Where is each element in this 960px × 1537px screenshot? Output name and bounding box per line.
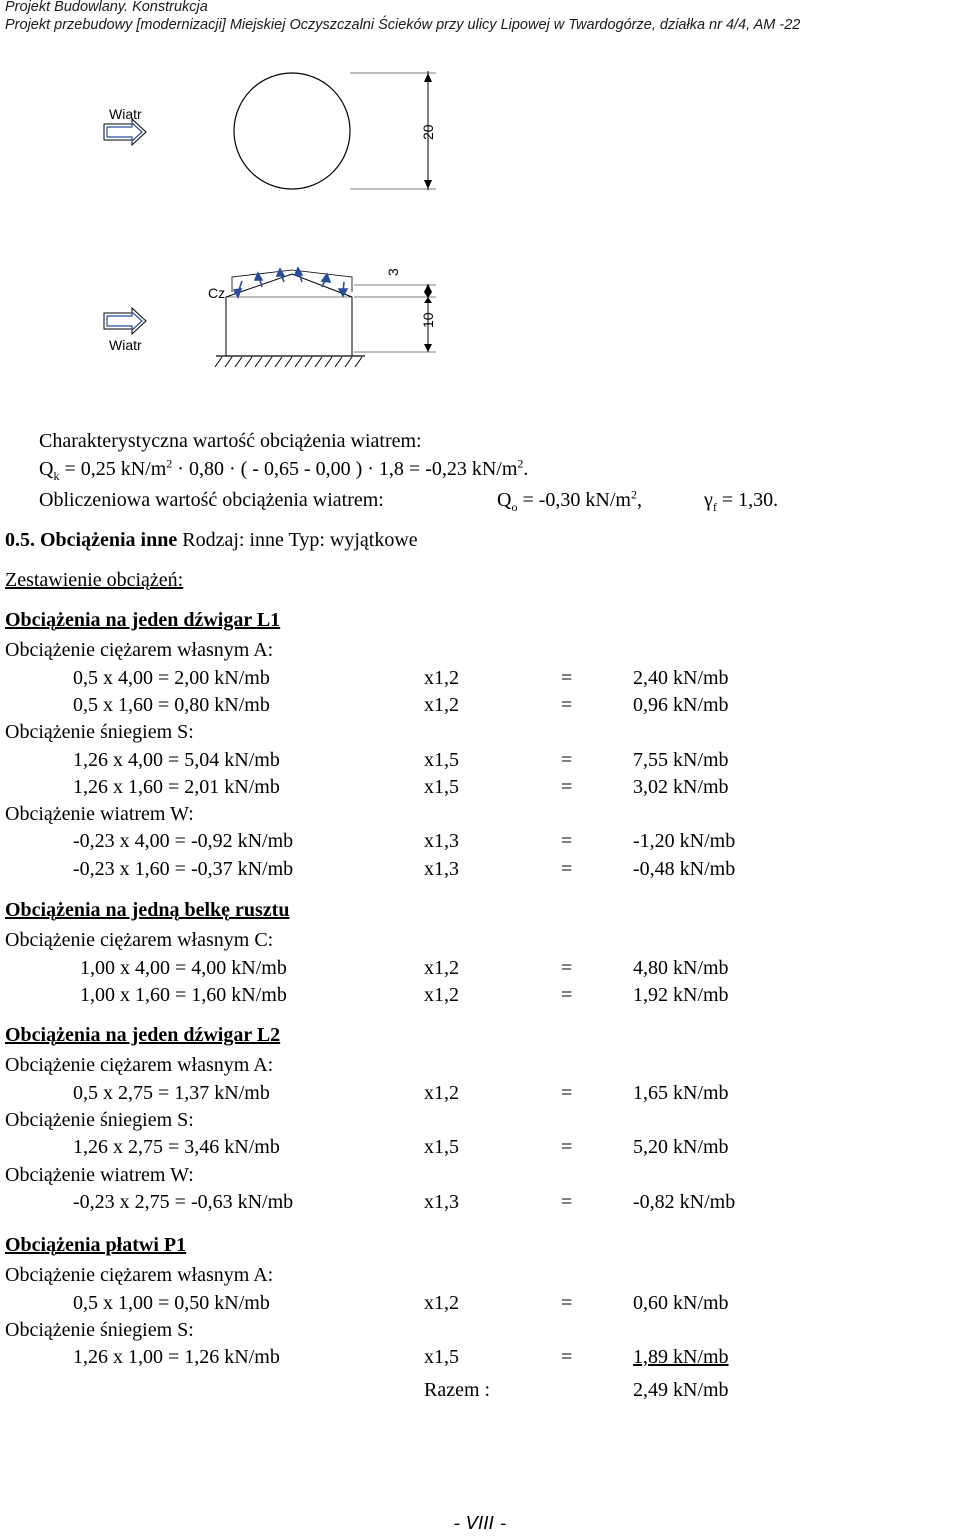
group-title: Obciążenia na jeden dźwigar L1 <box>5 609 281 631</box>
wind-label: Wiatr <box>109 106 142 122</box>
wind-design-label: Obliczeniowa wartość obciążenia wiatrem: <box>39 489 384 511</box>
load-type-label: Obciążenie wiatrem W: <box>5 803 194 826</box>
dimension-3: 3 <box>385 268 401 276</box>
wind-arrow-icon <box>104 119 146 145</box>
wind-gamma-factor: $\gamma_f = 1,30$. <box>704 489 779 514</box>
equals-sign: = <box>561 983 573 1006</box>
load-factor: x1,3 <box>424 830 459 853</box>
load-result: 5,20 kN/mb <box>633 1136 729 1159</box>
load-factor: x1,2 <box>424 666 459 689</box>
load-calc: 1,26 x 1,00 = 1,26 kN/mb <box>73 1346 280 1369</box>
load-factor: x1,2 <box>424 983 459 1006</box>
load-result: 1,89 kN/mb <box>633 1346 729 1369</box>
load-calc: 0,5 x 2,75 = 1,37 kN/mb <box>73 1081 270 1104</box>
dimension-10: 10 <box>420 312 436 328</box>
section-heading: 0.5. Obciążenia inne Rodzaj: inne Typ: wyjątkowe <box>5 529 418 551</box>
equals-sign: = <box>561 956 573 979</box>
load-calc: 0,5 x 1,00 = 0,50 kN/mb <box>73 1291 270 1314</box>
load-result: -1,20 kN/mb <box>633 830 736 853</box>
load-type-label: Obciążenie ciężarem własnym A: <box>5 1264 274 1287</box>
equals-sign: = <box>561 857 573 880</box>
load-type-label: Obciążenie ciężarem własnym A: <box>5 1054 274 1077</box>
load-factor: x1,5 <box>424 775 459 798</box>
header-project-title: Projekt przebudowy [modernizacji] Miejskiej Oczyszczalni Ścieków przy ulicy Lipowej w Twardogórze, działka nr 4/4, AM -22 <box>5 17 801 33</box>
equals-sign: = <box>561 1136 573 1159</box>
diagram-building-section <box>95 248 455 373</box>
diagram-circular-tank <box>95 60 455 220</box>
equals-sign: = <box>561 1291 573 1314</box>
cz-label: Cz <box>208 285 226 301</box>
load-type-label: Obciążenie śniegiem S: <box>5 1108 194 1131</box>
group-title: Obciążenia płatwi P1 <box>5 1234 187 1256</box>
load-result: 0,96 kN/mb <box>633 693 729 716</box>
load-type-label: Obciążenie ciężarem własnym A: <box>5 639 274 662</box>
equals-sign: = <box>561 693 573 716</box>
wind-qk-formula: $Q_k = 0,25$ $kN/m^2 \cdot 0,80$ · ( - 0,65 - 0,00 ) · 1,8 = -0,23 $kN/m^2$. <box>39 456 529 483</box>
load-calc: 0,5 x 4,00 = 2,00 kN/mb <box>73 666 270 689</box>
dimension-20: 20 <box>420 124 436 140</box>
tank-circle <box>234 73 350 189</box>
ground-hatch <box>215 357 362 367</box>
load-calc: 1,26 x 4,00 = 5,04 kN/mb <box>73 748 280 771</box>
load-calc: -0,23 x 4,00 = -0,92 kN/mb <box>73 830 294 853</box>
total-label: Razem : <box>424 1379 491 1401</box>
load-factor: x1,2 <box>424 956 459 979</box>
wind-characteristic-label: Charakterystyczna wartość obciążenia wiatrem: <box>39 430 422 452</box>
group-title: Obciążenia na jeden dźwigar L2 <box>5 1024 281 1046</box>
load-factor: x1,5 <box>424 1346 459 1369</box>
equals-sign: = <box>561 666 573 689</box>
load-result: -0,82 kN/mb <box>633 1190 736 1213</box>
load-type-label: Obciążenie wiatrem W: <box>5 1163 194 1186</box>
load-result: 4,80 kN/mb <box>633 956 729 979</box>
equals-sign: = <box>561 1081 573 1104</box>
equals-sign: = <box>561 830 573 853</box>
total-value: 2,49 kN/mb <box>633 1379 729 1401</box>
load-type-label: Obciążenie śniegiem S: <box>5 721 194 744</box>
load-calc: 1,26 x 1,60 = 2,01 kN/mb <box>73 775 280 798</box>
page-footer: - VIII - <box>453 1513 507 1534</box>
wind-qo-formula: $Q_o = -0,30$ $kN/m^2$, <box>497 487 642 514</box>
load-calc: 1,00 x 1,60 = 1,60 kN/mb <box>80 983 287 1006</box>
load-type-label: Obciążenie śniegiem S: <box>5 1318 194 1341</box>
load-factor: x1,2 <box>424 1081 459 1104</box>
load-factor: x1,3 <box>424 1190 459 1213</box>
load-factor: x1,5 <box>424 748 459 771</box>
load-calc: -0,23 x 1,60 = -0,37 kN/mb <box>73 857 294 880</box>
wind-arrow-icon <box>104 308 146 334</box>
load-factor: x1,5 <box>424 1136 459 1159</box>
load-calc: 1,00 x 4,00 = 4,00 kN/mb <box>80 956 287 979</box>
load-calc: 0,5 x 1,60 = 0,80 kN/mb <box>73 693 270 716</box>
load-result: -0,48 kN/mb <box>633 857 736 880</box>
summary-title: Zestawienie obciążeń: <box>5 569 184 591</box>
equals-sign: = <box>561 775 573 798</box>
load-result: 1,65 kN/mb <box>633 1081 729 1104</box>
header-project-type: Projekt Budowlany. Konstrukcja <box>5 0 208 15</box>
load-factor: x1,2 <box>424 1291 459 1314</box>
group-title: Obciążenia na jedną belkę rusztu <box>5 899 290 921</box>
load-result: 2,40 kN/mb <box>633 666 729 689</box>
equals-sign: = <box>561 1190 573 1213</box>
load-type-label: Obciążenie ciężarem własnym C: <box>5 929 274 952</box>
load-calc: 1,26 x 2,75 = 3,46 kN/mb <box>73 1136 280 1159</box>
equals-sign: = <box>561 748 573 771</box>
load-result: 1,92 kN/mb <box>633 983 729 1006</box>
load-result: 3,02 kN/mb <box>633 775 729 798</box>
load-result: 7,55 kN/mb <box>633 748 729 771</box>
equals-sign: = <box>561 1346 573 1369</box>
load-factor: x1,2 <box>424 693 459 716</box>
wind-label: Wiatr <box>109 337 142 353</box>
roof-load-arrows <box>234 268 347 297</box>
load-calc: -0,23 x 2,75 = -0,63 kN/mb <box>73 1190 294 1213</box>
load-result: 0,60 kN/mb <box>633 1291 729 1314</box>
load-factor: x1,3 <box>424 857 459 880</box>
